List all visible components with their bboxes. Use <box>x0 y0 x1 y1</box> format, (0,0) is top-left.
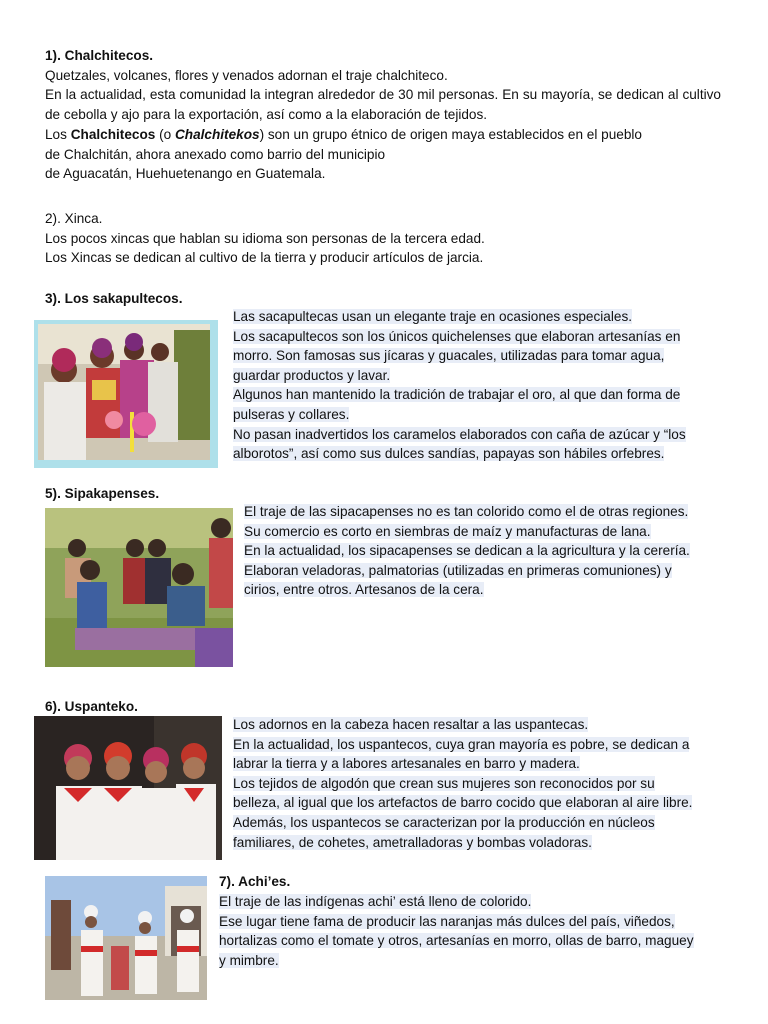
achies-line-2: Ese lugar tiene fama de producir las naranjas más dulces del país, viñedos, <box>219 913 675 929</box>
photo-achies <box>45 876 207 1000</box>
p3-text-c: (o <box>155 127 175 142</box>
uspanteko-line-3: labrar la tierra y a labores artesanales en barro y madera. <box>233 756 580 772</box>
uspanteko-line-2: En la actualidad, los uspantecos, cuya gran mayoría es pobre, se dedican a <box>233 736 690 752</box>
uspanteko-line-7: familiares, de cohetes, ametralladoras y bombas voladoras. <box>233 834 592 850</box>
heading-chalchitecos: 1). Chalchitecos. <box>45 48 154 63</box>
achies-text <box>219 892 725 970</box>
chalchitecos-line-1: Quetzales, volcanes, flores y venados adornan el traje chalchiteco. <box>45 67 448 83</box>
p3-line-2: de Chalchitán, ahora anexado como barrio del municipio <box>45 146 386 162</box>
section-xinca <box>45 209 721 268</box>
heading-uspanteko: 6). Uspanteko. <box>45 699 138 714</box>
photo-uspantecas <box>34 716 222 860</box>
sakapultecos-line-6: pulseras y collares. <box>233 406 350 422</box>
sakapultecos-line-2: Los sacapultecos son los únicos quichelenses que elaboran artesanías en <box>233 328 681 344</box>
achies-line-3: hortalizas como el tomate y otros, artesanías en morro, ollas de barro, maguey <box>219 933 694 949</box>
xinca-line-2: Los Xincas se dedican al cultivo de la tierra y producir artículos de jarcia. <box>45 250 484 265</box>
p3-text-e: ) son un grupo étnico de origen maya establecidos en el pueblo <box>259 127 642 142</box>
chalchitecos-paragraph-2: En la actualidad, esta comunidad la integran alrededor de 30 mil personas. En su mayoría, se dedican al cultivo de cebolla y ajo para la exportación, así como a la elaboración de tejidos. <box>45 87 721 122</box>
heading-xinca: 2). Xinca. <box>45 211 103 226</box>
achies-line-4: y mimbre. <box>219 952 279 968</box>
uspanteko-line-5: belleza, al igual que los artefactos de barro cocido que elaboran al aire libre. <box>233 795 693 811</box>
sipakapenses-line-1: El traje de las sipacapenses no es tan colorido como el de otras regiones. <box>244 504 689 519</box>
sakapultecos-line-5: Algunos han mantenido la tradición de trabajar el oro, al que dan forma de <box>233 387 681 403</box>
sipakapenses-text <box>244 502 724 600</box>
sakapultecos-line-1: Las sacapultecas usan un elegante traje en ocasiones especiales. <box>233 309 633 324</box>
xinca-line-1: Los pocos xincas que hablan su idioma son personas de la tercera edad. <box>45 230 485 246</box>
heading-sipakapenses: 5). Sipakapenses. <box>45 486 160 501</box>
photo-sakapultecas <box>34 320 218 468</box>
section-chalchitecos <box>45 46 721 184</box>
sakapultecos-line-7: No pasan inadvertidos los caramelos elaborados con caña de azúcar y “los <box>233 426 686 442</box>
heading-sakapultecos: 3). Los sakapultecos. <box>45 291 183 306</box>
uspanteko-line-4: Los tejidos de algodón que crean sus mujeres son reconocidos por su <box>233 775 655 791</box>
sakapultecos-text <box>233 307 723 464</box>
p3-line-3: de Aguacatán, Huehuetenango en Guatemala. <box>45 166 326 181</box>
photo-sipakapenses <box>45 508 233 667</box>
uspanteko-line-1: Los adornos en la cabeza hacen resaltar a las uspantecas. <box>233 717 589 732</box>
sipakapenses-line-3: En la actualidad, los sipacapenses se dedican a la agricultura y la cerería. <box>244 543 690 559</box>
sakapultecos-line-3: morro. Son famosas sus jícaras y guacales, utilizadas para tomar agua, <box>233 348 665 364</box>
heading-achies: 7). Achi’es. <box>219 874 291 889</box>
p3-bold-term: Chalchitecos <box>70 127 156 142</box>
sipakapenses-line-5: cirios, entre otros. Artesanos de la cera. <box>244 582 484 598</box>
p3-text-a: Los <box>45 127 71 142</box>
p3-bold-italic-term: Chalchitekos <box>174 127 260 142</box>
sipakapenses-line-2: Su comercio es corto en siembras de maíz y manufacturas de lana. <box>244 523 651 539</box>
achies-line-1: El traje de las indígenas achi’ está lleno de colorido. <box>219 894 532 909</box>
chalchitecos-paragraph-3 <box>45 125 721 184</box>
uspanteko-line-6: Además, los uspantecos se caracterizan por la producción en núcleos <box>233 814 655 830</box>
uspanteko-text <box>233 715 725 852</box>
sakapultecos-line-4: guardar productos y lavar. <box>233 367 391 383</box>
sakapultecos-line-8: alborotos”, así como sus dulces sandías, papayas son hábiles orfebres. <box>233 446 665 462</box>
sipakapenses-line-4: Elaboran veladoras, palmatorias (utilizadas en primeras comuniones) y <box>244 562 672 578</box>
